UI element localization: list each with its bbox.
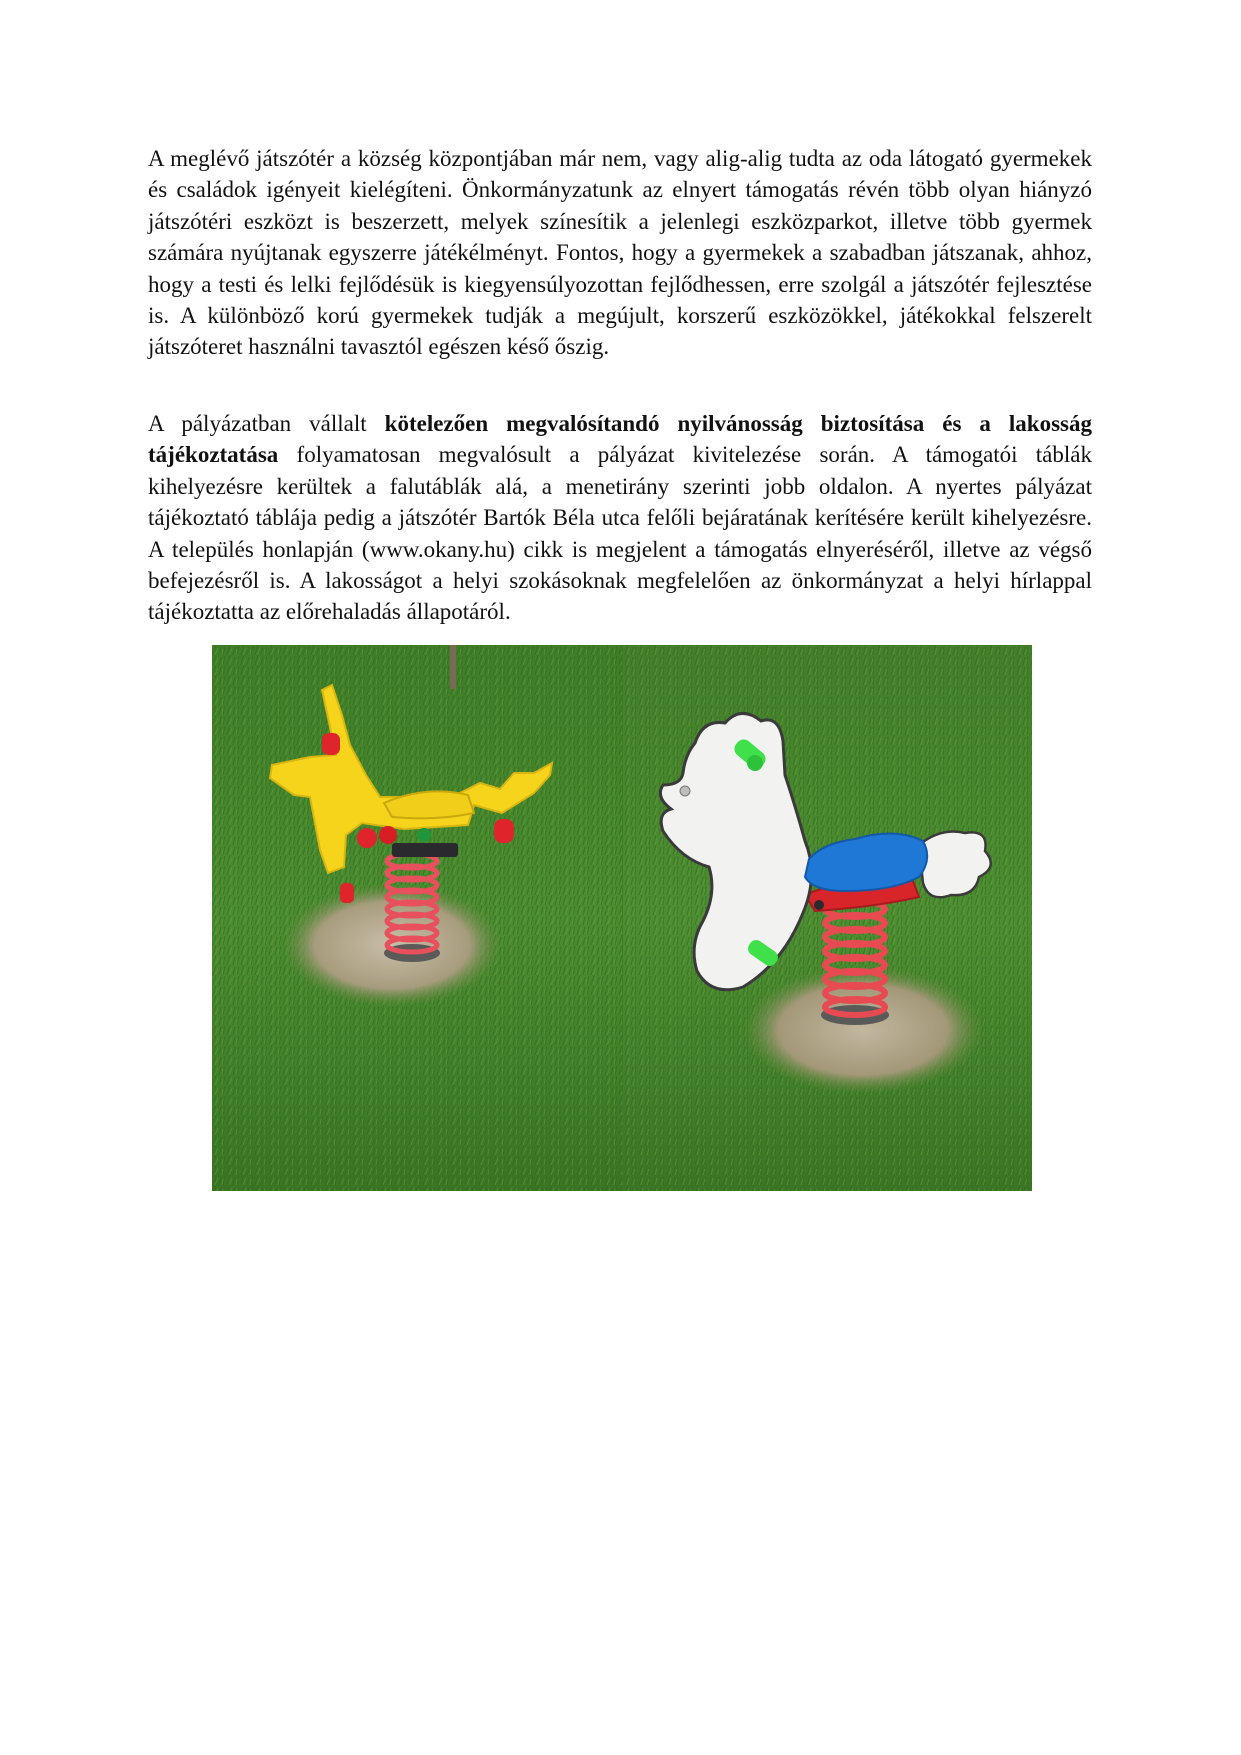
playground-photos [212,645,1032,1191]
paragraph-playground-intro: A meglévő játszótér a község központjában már nem, vagy alig-alig tudta az oda látogató gyermekek és családok igényeit kielégíteni. Önkormányzatunk az elnyert támogatás révén több olyan hiányzó játszótéri eszközt is beszerzett, melyek színesítik a jelenlegi eszközparkot, illetve több gyermek számára nyújtanak egyszerre játékélményt. Fontos, hogy a gyermekek a szabadban játszanak, ahhoz, hogy a testi és lelki fejlődésük is kiegyensúlyozottan fejlődhessen, erre szolgál a játszótér fejlesztése is. A különböző korú gyermekek tudják a megújult, korszerű eszközökkel, játékokkal felszerelt játszóteret használni tavasztól egészen késő őszig. [148,146,1092,360]
white-rooster-spring-rider-image [623,645,1032,1191]
yellow-dog-spring-rider-image [212,645,622,1191]
photo-white-rooster-spring-rider [623,645,1032,1191]
photo-yellow-dog-spring-rider [212,645,622,1191]
paragraph-publicity-rest: folyamatosan megvalósult a pályázat kivitelezése során. A támogatói táblák kihelyezésre kerültek a falutáblák alá, a menetirány szerinti jobb oldalon. A nyertes pályázat tájékoztató táblája pedig a játszótér Bartók Béla utca felőli bejáratának kerítésére került kihelyezésre. A település honlapján (www.okany.hu) cikk is megjelent a támogatás elnyeréséről, illetve az végső befejezésről is. A lakosságot a helyi szokásoknak megfelelően az önkormányzat a helyi hírlappal tájékoztatta az előrehaladás állapotáról. [148,442,1092,625]
paragraph-publicity-bold: kötelezően megvalósítandó nyilvánosság biztosítása és a lakosság tájékoztatása [148,411,1092,468]
paragraph-publicity [148,408,1092,628]
paragraph-publicity-intro: A pályázatban vállalt [148,411,385,436]
